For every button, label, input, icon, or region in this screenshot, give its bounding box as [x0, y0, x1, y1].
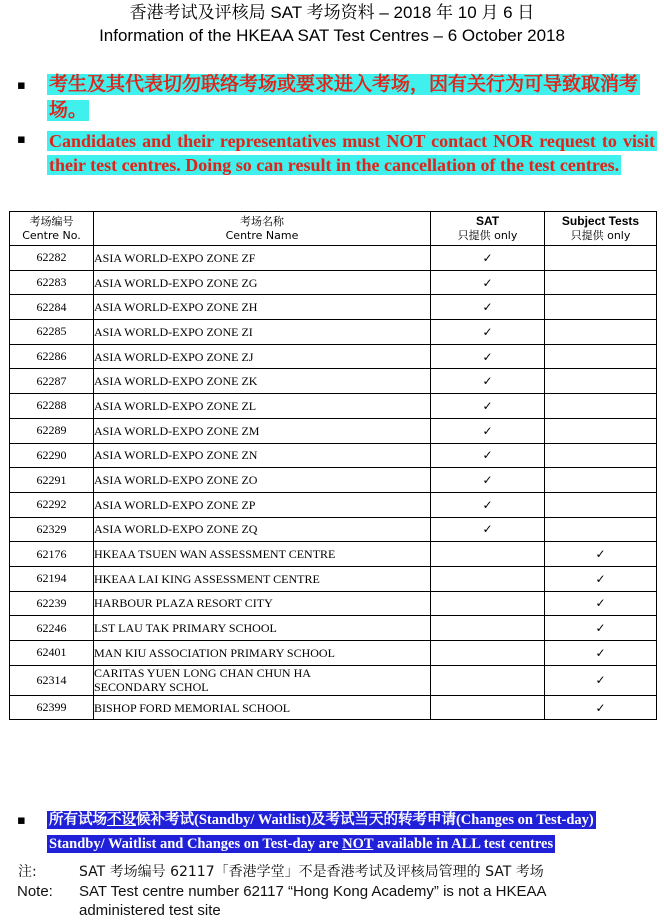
bullet-icon: ▪ [17, 78, 26, 93]
note-line-3: administered test site [79, 902, 221, 919]
notice-line-chinese [47, 811, 596, 829]
centre-no: 62176 [10, 542, 94, 567]
sat-check-icon: ✓ [431, 369, 545, 394]
centre-no: 62283 [10, 270, 94, 295]
centre-name: ASIA WORLD-EXPO ZONE ZF [94, 246, 431, 271]
centre-no: 62194 [10, 566, 94, 591]
sat-check-icon: ✓ [431, 492, 545, 517]
centre-name: HKEAA LAI KING ASSESSMENT CENTRE [94, 566, 431, 591]
subject-check-icon: ✓ [545, 641, 657, 666]
subject-check-icon: ✓ [545, 591, 657, 616]
centre-no: 62285 [10, 320, 94, 345]
subject-check-icon [545, 468, 657, 493]
centre-no: 62329 [10, 517, 94, 542]
subject-check-icon [545, 443, 657, 468]
warning-chinese-text: 考生及其代表切勿联络考场或要求进入考场，因有关行为可导致取消考场。 [49, 74, 639, 121]
table-row [10, 492, 657, 517]
header-name-en: Centre Name [225, 228, 299, 242]
table-row [10, 517, 657, 542]
table-row [10, 418, 657, 443]
table-row [10, 320, 657, 345]
centre-no: 62289 [10, 418, 94, 443]
centre-name: ASIA WORLD-EXPO ZONE ZN [94, 443, 431, 468]
header-centre-no [10, 212, 94, 246]
sat-check-icon [431, 695, 545, 720]
subject-check-icon [545, 344, 657, 369]
centre-name: ASIA WORLD-EXPO ZONE ZM [94, 418, 431, 443]
centre-name: CARITAS YUEN LONG CHAN CHUN HA SECONDARY SCHOL [94, 665, 431, 695]
sat-check-icon: ✓ [431, 468, 545, 493]
centre-name: ASIA WORLD-EXPO ZONE ZJ [94, 344, 431, 369]
centre-no: 62282 [10, 246, 94, 271]
header-name-cn: 考场名称 [240, 214, 284, 228]
subject-check-icon [545, 492, 657, 517]
centre-name: ASIA WORLD-EXPO ZONE ZP [94, 492, 431, 517]
note-line-2: SAT Test centre number 62117 “Hong Kong Academy” is not a HKEAA [79, 883, 547, 900]
notice-cn-rest: 候补考试(Standby/ Waitlist)及考试当天的转考申请(Changes on Test-day) [136, 812, 594, 828]
centre-no: 62399 [10, 695, 94, 720]
sat-check-icon [431, 566, 545, 591]
centre-no: 62314 [10, 665, 94, 695]
table-row [10, 566, 657, 591]
table-row [10, 641, 657, 666]
table-row [10, 695, 657, 720]
notice-cn-underlined: 不设 [107, 812, 136, 828]
sat-check-icon: ✓ [431, 246, 545, 271]
page-title-english: Information of the HKEAA SAT Test Centres – 6 October 2018 [99, 26, 565, 45]
table-row [10, 295, 657, 320]
table-row [10, 246, 657, 271]
sat-check-icon [431, 591, 545, 616]
subject-check-icon [545, 295, 657, 320]
sat-check-icon: ✓ [431, 295, 545, 320]
subject-check-icon [545, 369, 657, 394]
subject-check-icon [545, 394, 657, 419]
header-subject-tests [545, 212, 657, 246]
header-subject-label: Subject Tests [561, 214, 640, 228]
sat-check-icon: ✓ [431, 320, 545, 345]
centre-name: ASIA WORLD-EXPO ZONE ZO [94, 468, 431, 493]
centre-name: ASIA WORLD-EXPO ZONE ZH [94, 295, 431, 320]
centre-no: 62291 [10, 468, 94, 493]
table-row [10, 270, 657, 295]
centre-name: ASIA WORLD-EXPO ZONE ZQ [94, 517, 431, 542]
table-row [10, 394, 657, 419]
centre-no: 62292 [10, 492, 94, 517]
sat-check-icon [431, 542, 545, 567]
centre-no: 62284 [10, 295, 94, 320]
centre-name: HKEAA TSUEN WAN ASSESSMENT CENTRE [94, 542, 431, 567]
subject-check-icon [545, 246, 657, 271]
header-sat [431, 212, 545, 246]
table-row [10, 591, 657, 616]
table-row [10, 443, 657, 468]
centre-name: ASIA WORLD-EXPO ZONE ZK [94, 369, 431, 394]
subject-check-icon: ✓ [545, 542, 657, 567]
notice-en-rest: available in ALL test centres [373, 836, 554, 852]
centre-name: ASIA WORLD-EXPO ZONE ZL [94, 394, 431, 419]
centre-no: 62287 [10, 369, 94, 394]
notice-standby [47, 808, 657, 856]
subject-check-icon: ✓ [545, 695, 657, 720]
table-row [10, 616, 657, 641]
sat-check-icon: ✓ [431, 443, 545, 468]
centre-no: 62246 [10, 616, 94, 641]
centre-name: ASIA WORLD-EXPO ZONE ZI [94, 320, 431, 345]
test-centres-table [9, 211, 657, 720]
subject-check-icon: ✓ [545, 566, 657, 591]
centre-no: 62290 [10, 443, 94, 468]
header-sat-label: SAT [475, 214, 500, 228]
centre-no: 62401 [10, 641, 94, 666]
subject-check-icon: ✓ [545, 616, 657, 641]
sat-check-icon: ✓ [431, 270, 545, 295]
sat-check-icon [431, 616, 545, 641]
sat-check-icon: ✓ [431, 394, 545, 419]
sat-check-icon [431, 641, 545, 666]
table-row [10, 468, 657, 493]
notice-line-english [47, 835, 555, 853]
table-row [10, 665, 657, 695]
header-subject-sub: 只提供 only [570, 229, 631, 242]
bullet-icon: ▪ [17, 813, 26, 828]
header-sat-sub: 只提供 only [457, 229, 518, 242]
subject-check-icon: ✓ [545, 665, 657, 695]
warning-english [47, 129, 657, 177]
table-row [10, 369, 657, 394]
centre-name: ASIA WORLD-EXPO ZONE ZG [94, 270, 431, 295]
centre-no: 62239 [10, 591, 94, 616]
sat-check-icon: ✓ [431, 418, 545, 443]
notice-cn-prefix: 所有试场 [49, 812, 107, 828]
centre-name: BISHOP FORD MEMORIAL SCHOOL [94, 695, 431, 720]
table-row [10, 344, 657, 369]
subject-check-icon [545, 320, 657, 345]
header-centre-name [94, 212, 431, 246]
note-label-english: Note: [17, 883, 53, 900]
warning-english-text: Candidates and their representatives must NOT contact NOR request to visit their test centres. Doing so can result in the cancellation of the test centres. [49, 131, 655, 175]
header-no-cn: 考场编号 [29, 214, 74, 228]
centre-name: LST LAU TAK PRIMARY SCHOOL [94, 616, 431, 641]
subject-check-icon [545, 270, 657, 295]
note-label-chinese: 注: [18, 864, 37, 880]
table-header-row [10, 212, 657, 246]
centre-no: 62288 [10, 394, 94, 419]
notice-en-prefix: Standby/ Waitlist and Changes on Test-day are [49, 836, 343, 852]
subject-check-icon [545, 418, 657, 443]
warning-chinese [47, 72, 657, 124]
page-title-chinese: 香港考试及评核局 SAT 考场资料 – 2018 年 10 月 6 日 [129, 3, 535, 22]
table-row [10, 542, 657, 567]
subject-check-icon [545, 517, 657, 542]
centre-no: 62286 [10, 344, 94, 369]
sat-check-icon: ✓ [431, 344, 545, 369]
sat-check-icon: ✓ [431, 517, 545, 542]
header-no-en: Centre No. [22, 228, 81, 242]
bullet-icon: ▪ [17, 132, 26, 147]
note-line-1: SAT 考场编号 62117「香港学堂」不是香港考试及评核局管理的 SAT 考场 [79, 864, 544, 880]
sat-check-icon [431, 665, 545, 695]
centre-name: HARBOUR PLAZA RESORT CITY [94, 591, 431, 616]
notice-en-underlined: NOT [342, 836, 374, 852]
centre-name: MAN KIU ASSOCIATION PRIMARY SCHOOL [94, 641, 431, 666]
